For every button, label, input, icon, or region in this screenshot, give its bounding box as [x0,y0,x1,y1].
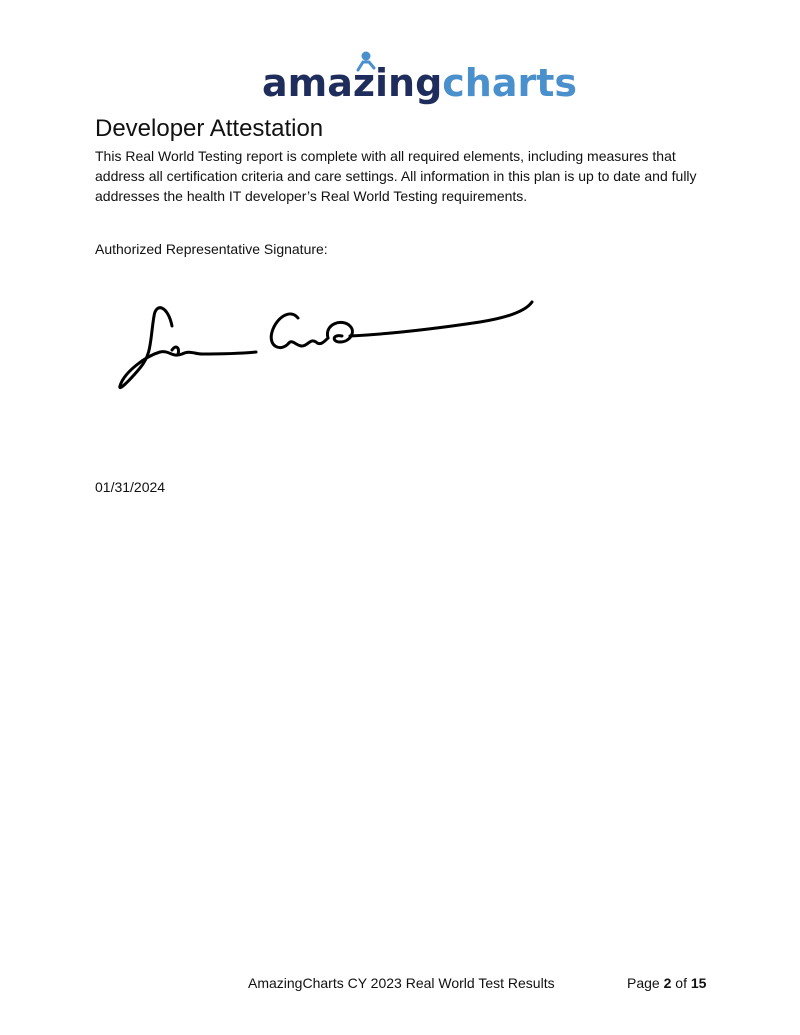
logo-text-ing: ing [375,61,443,105]
signature-date: 01/31/2024 [95,479,166,495]
amazingcharts-logo [262,46,578,114]
footer-page-current: 2 [663,975,672,991]
footer-page-number [627,974,706,992]
footer-page-of: of [675,975,687,991]
logo-text-amaz: amaz [262,61,375,105]
footer-page-total: 15 [690,975,707,991]
signature-label: Authorized Representative Signature: [95,241,328,257]
page-footer [0,974,800,994]
handwritten-signature [110,292,540,402]
page-title: Developer Attestation [95,115,324,142]
logo-text-charts: charts [442,61,578,105]
svg-text:amazingcharts [262,61,577,105]
footer-page-prefix: Page [627,975,660,991]
footer-document-title: AmazingCharts CY 2023 Real World Test Results [248,975,555,991]
attestation-paragraph: This Real World Testing report is complete with all required elements, including measures that address all certification criteria and care settings. All information in this plan is up to date and fully addresses the health IT developer’s Real World Testing requirements. [95,148,697,204]
